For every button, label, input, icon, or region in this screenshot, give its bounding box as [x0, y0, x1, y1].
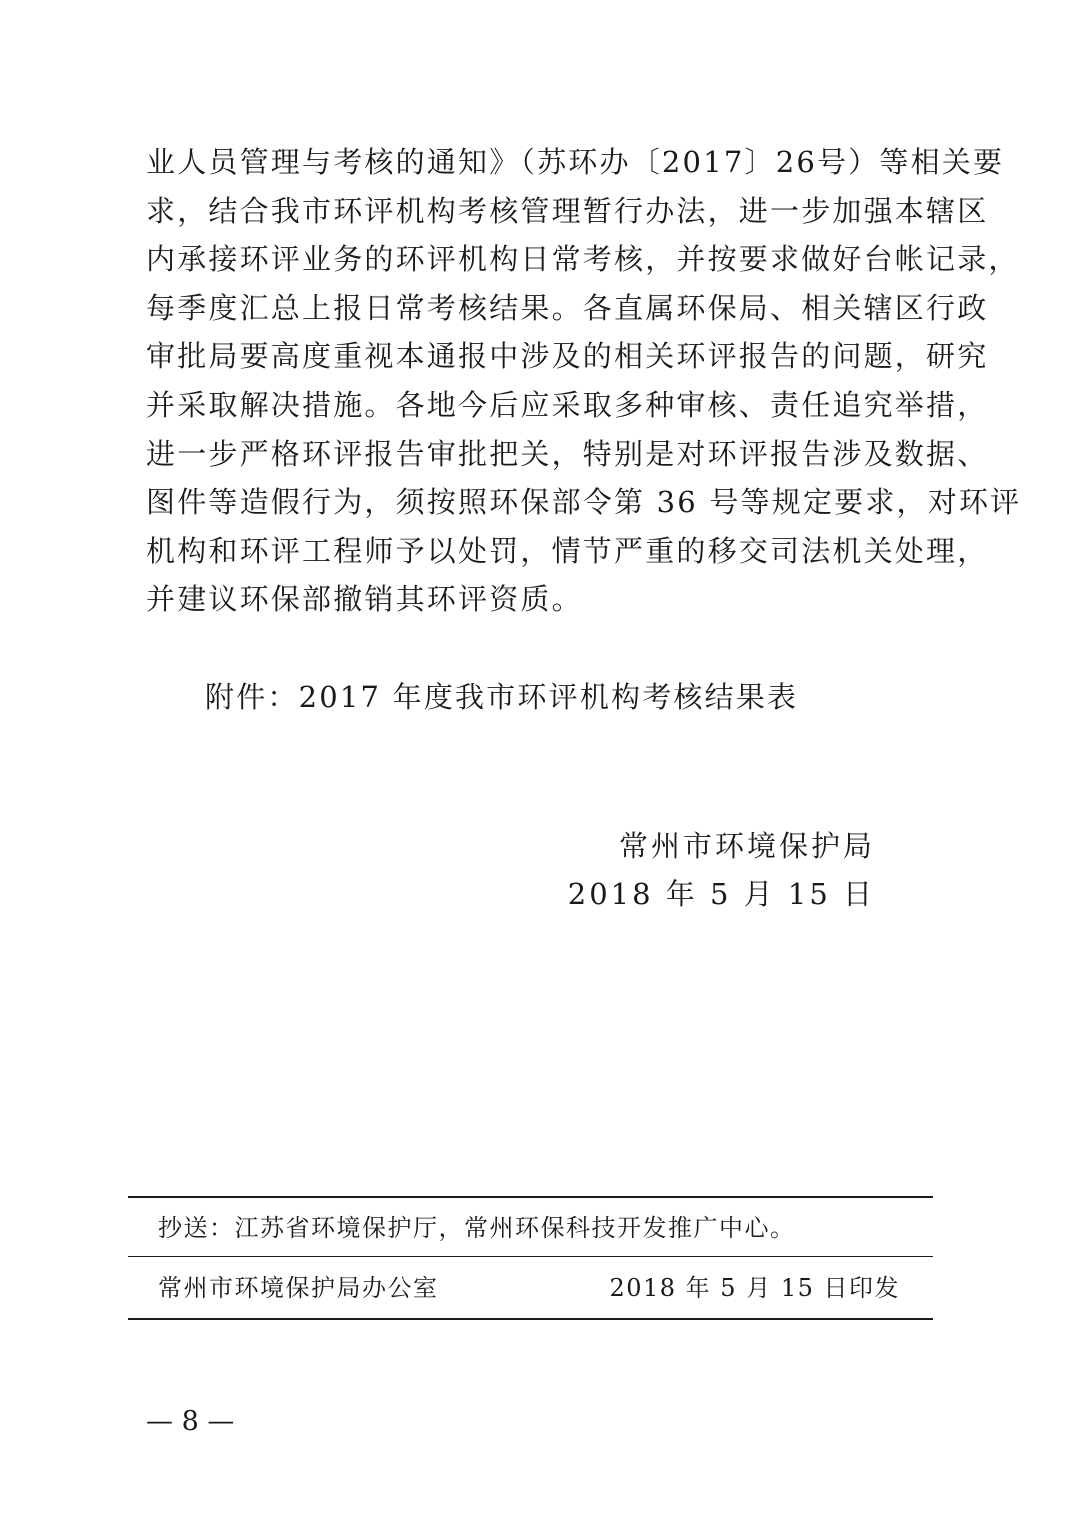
body-line: 机构和环评工程师予以处罚，情节严重的移交司法机关处理，: [146, 533, 989, 568]
body-line: 每季度汇总上报日常考核结果。各直属环保局、相关辖区行政: [146, 290, 989, 325]
body-line: 并采取解决措施。各地今后应采取多种审核、责任追究举措，: [146, 387, 989, 422]
body-line: 审批局要高度重视本通报中涉及的相关环评报告的问题，研究: [146, 339, 989, 374]
footer-rule-top: [128, 1196, 933, 1198]
body-line: 并建议环保部撤销其环评资质。: [146, 582, 583, 617]
signature-date: 2018 年 5 月 15 日: [567, 877, 875, 911]
body-text: [146, 138, 1022, 624]
footer-rule-bottom: [128, 1318, 933, 1320]
body-line: 进一步严格环评报告审批把关，特别是对环评报告涉及数据、: [146, 436, 989, 471]
body-line: 内承接环评业务的环评机构日常考核，并按要求做好台帐记录，: [146, 242, 1020, 277]
signature-block: [568, 822, 875, 918]
issuing-office: 常州市环境保护局办公室: [158, 1274, 439, 1302]
cc-line: 抄送：江苏省环境保护厅，常州环保科技开发推广中心。: [158, 1214, 796, 1242]
body-line: 业人员管理与考核的通知》（苏环办〔2017〕26号）等相关要: [146, 145, 1005, 179]
signature-organization: 常州市环境保护局: [618, 829, 875, 863]
page-number: — 8 —: [146, 1406, 235, 1437]
attachment-note: 附件：2017 年度我市环评机构考核结果表: [205, 680, 799, 714]
body-line: 图件等造假行为，须按照环保部令第 36 号等规定要求，对环评: [146, 485, 1022, 520]
footer-rule-middle: [128, 1256, 933, 1257]
body-line: 求，结合我市环评机构考核管理暂行办法，进一步加强本辖区: [146, 193, 989, 228]
print-date: 2018 年 5 月 15 日印发: [609, 1274, 900, 1302]
